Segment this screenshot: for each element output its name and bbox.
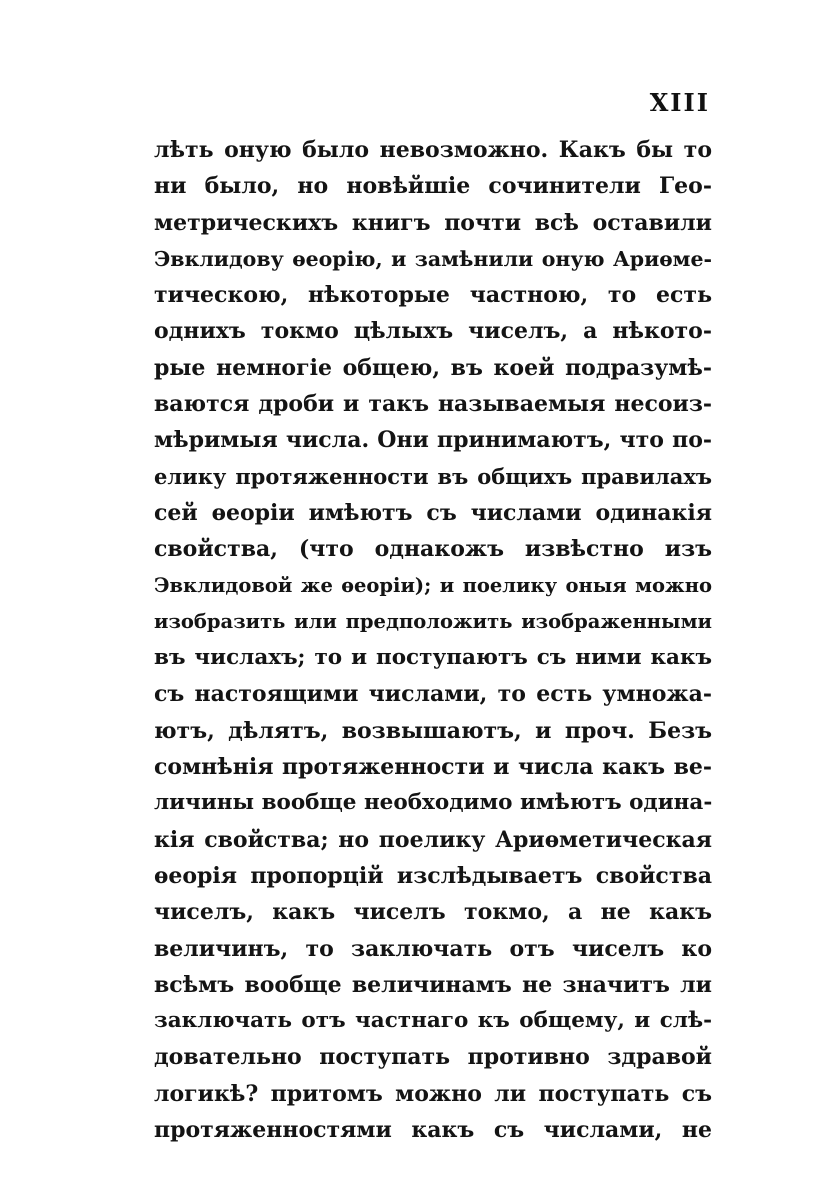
text-line: сей ѳеоріи имѣютъ съ числами одинакія	[154, 499, 712, 526]
text-line: однихъ токмо цѣлыхъ чиселъ, а нѣкото-	[154, 318, 712, 345]
page-number: XIII	[649, 88, 710, 117]
text-line: сомнѣнія протяженности и числа какъ ве-	[154, 754, 712, 781]
body-text	[154, 132, 712, 1148]
text-line: мѣримыя числа. Они принимаютъ, что по-	[154, 427, 712, 454]
text-line: заключать отъ частнаго къ общему, и слѣ-	[154, 1008, 712, 1034]
text-line: протяженностями какъ съ числами, не	[154, 1117, 712, 1144]
text-line: лѣть оную было невозможно. Какъ бы то	[154, 137, 712, 163]
text-line: чиселъ, какъ чиселъ токмо, а не какъ	[154, 899, 712, 926]
text-line: довательно поступать противно здравой	[154, 1044, 712, 1071]
text-line: величинъ, то заключать отъ чиселъ ко	[154, 935, 712, 962]
text-line: свойства, (что однакожъ извѣстно изъ	[154, 536, 712, 563]
text-line: метрическихъ книгъ почти всѣ оставили	[154, 209, 712, 236]
text-line: рые немногіе общею, въ коей подразумѣ-	[154, 354, 712, 381]
text-line: кія свойства; но поелику Ариѳметическая	[154, 826, 712, 853]
text-line: тическою, нѣкоторые частною, то есть	[154, 282, 712, 309]
text-line: Эвклидовой же ѳеоріи); и поелику оныя можно	[154, 573, 712, 597]
text-line: изобразить или предположить изображенными	[154, 609, 712, 633]
text-line: всѣмъ вообще величинамъ не значитъ ли	[154, 971, 712, 998]
text-line: личины вообще необходимо имѣютъ одина-	[154, 790, 713, 816]
text-line: Эвклидову ѳеорію, и замѣнили оную Ариѳме-	[154, 246, 712, 271]
text-line: въ числахъ; то и поступаютъ съ ними какъ	[154, 645, 712, 671]
text-line: ютъ, дѣлятъ, возвышаютъ, и проч. Безъ	[154, 717, 712, 744]
text-line: елику протяженности въ общихъ правилахъ	[154, 463, 712, 489]
text-line: ѳеорія пропорцій изслѣдываетъ свойства	[154, 862, 712, 889]
text-line: ни было, но новѣйшіе сочинители Гео-	[154, 173, 712, 200]
text-line: логикѣ? притомъ можно ли поступать съ	[154, 1080, 712, 1107]
text-line: съ настоящими числами, то есть умножа-	[154, 681, 712, 708]
text-line: ваются дроби и такъ называемыя несоиз-	[154, 391, 712, 418]
